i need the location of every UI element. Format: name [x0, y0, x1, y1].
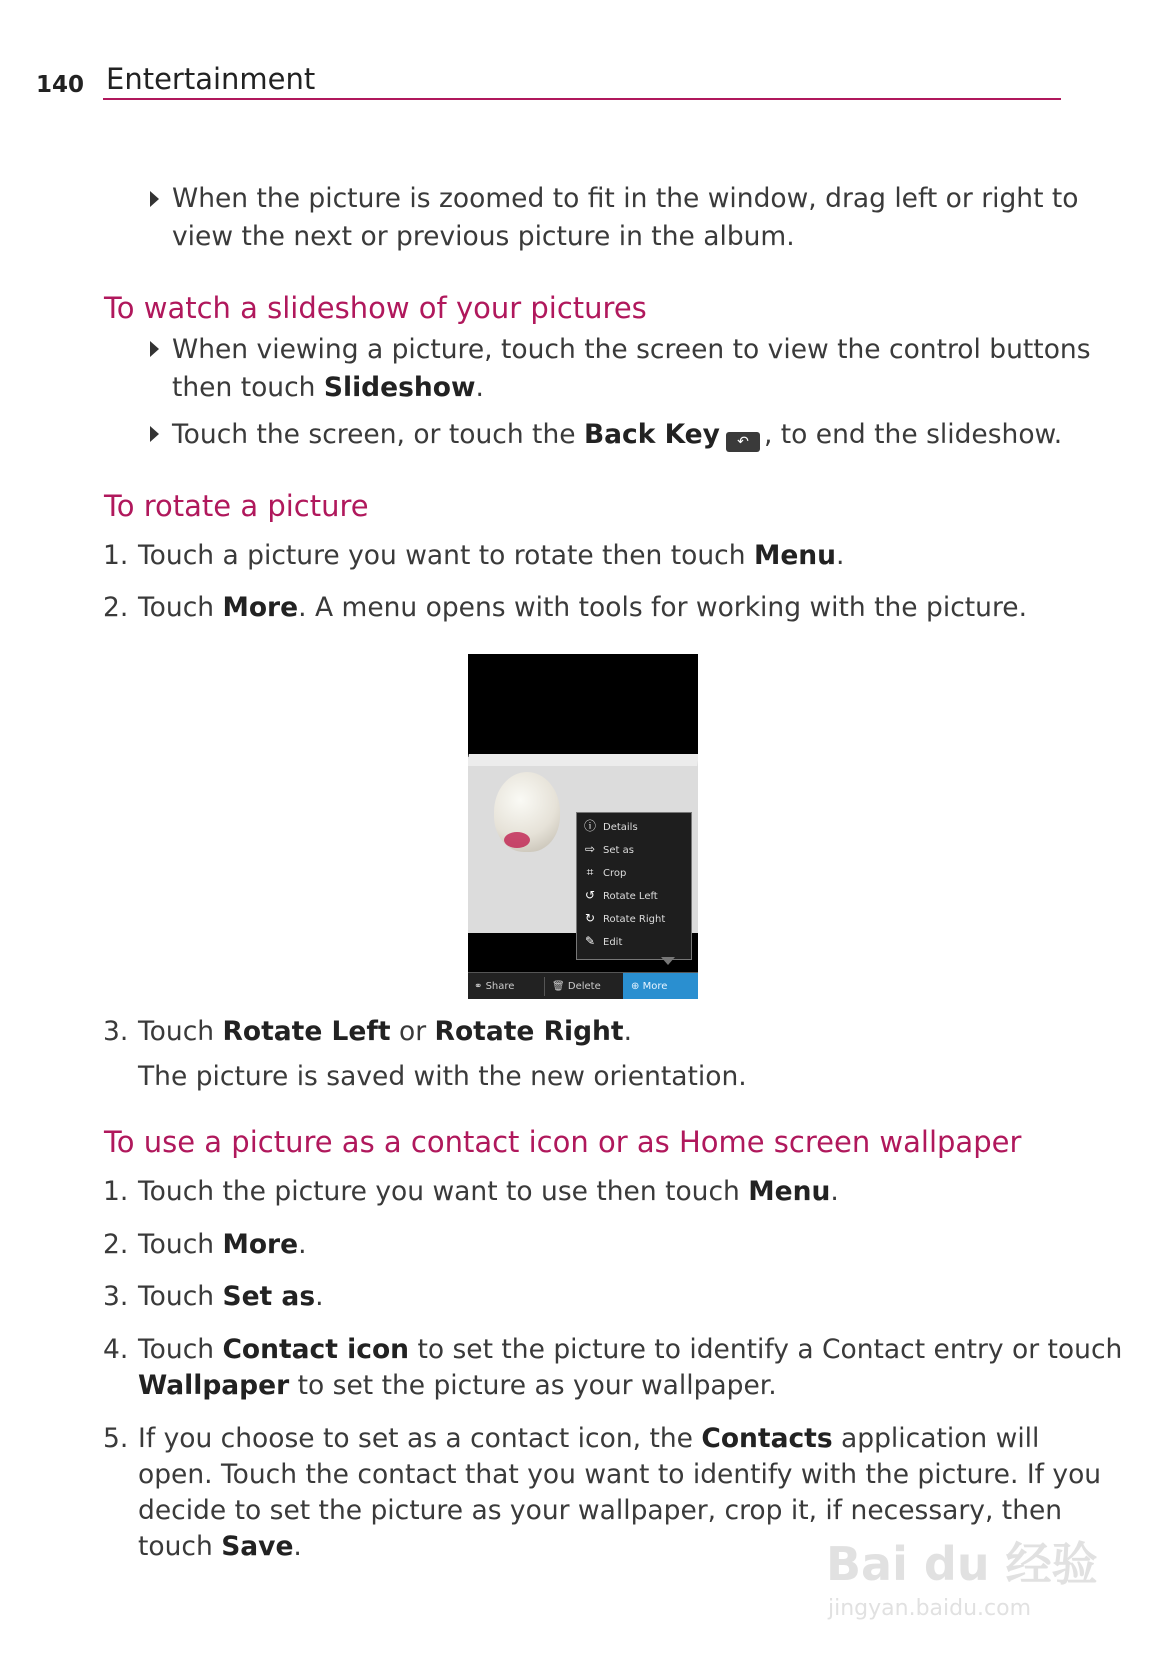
intro-bullet-line1: When the picture is zoomed to fit in the window, drag left or right to: [172, 183, 1079, 214]
menu-pointer: [661, 957, 675, 965]
delete-icon: 🗑: [552, 981, 565, 992]
back-key-label: Back Key: [583, 419, 720, 450]
menu-item-rotate-left[interactable]: ↺ Rotate Left: [583, 885, 689, 905]
more-menu: [576, 812, 692, 960]
wallpaper-step5-line2: open. Touch the contact that you want to identify with the picture. If you: [138, 1459, 1102, 1490]
wallpaper-step1: Touch the picture you want to use then touch Menu.: [138, 1176, 839, 1207]
slideshow-bullet1-line2: then touch Slideshow.: [172, 372, 484, 403]
bottom-action-bar: [468, 972, 698, 999]
set-as-icon: ⇨: [584, 842, 596, 856]
menu-item-details[interactable]: ⓘ Details: [583, 816, 689, 836]
step-number: 4.: [103, 1334, 129, 1365]
info-icon: ⓘ: [583, 819, 596, 833]
slideshow-heading: To watch a slideshow of your pictures: [104, 291, 647, 325]
crop-icon: ⌗: [586, 865, 594, 879]
menu-item-edit[interactable]: ✎ Edit: [583, 931, 689, 951]
wallpaper-step5-line4: touch Save.: [138, 1531, 302, 1562]
wallpaper-step4-line1: Touch Contact icon to set the picture to identify a Contact entry or touch: [138, 1334, 1123, 1365]
wallpaper-step3: Touch Set as.: [138, 1281, 324, 1312]
intro-bullet-line2: view the next or previous picture in the album.: [172, 221, 795, 252]
rotate-step1: Touch a picture you want to rotate then touch Menu.: [138, 540, 845, 571]
chapter-title: Entertainment: [106, 62, 316, 96]
watermark-logo: Bai du 经验: [826, 1537, 1098, 1591]
menu-item-crop[interactable]: ⌗ Crop: [583, 862, 689, 882]
step-number: 3.: [103, 1016, 129, 1047]
rotate-heading: To rotate a picture: [104, 489, 369, 523]
header-rule: [103, 98, 1061, 100]
step-number: 2.: [103, 592, 129, 623]
back-key-icon: ↶: [726, 432, 760, 452]
delete-button[interactable]: 🗑 Delete: [552, 981, 601, 992]
slideshow-label: Slideshow: [323, 372, 476, 403]
rotate-step2: Touch More. A menu opens with tools for working with the picture.: [138, 592, 1027, 623]
bullet-arrow-icon: [150, 341, 159, 357]
photo-paper-edge: [468, 754, 698, 766]
bullet-arrow-icon: [150, 191, 159, 207]
wallpaper-heading: To use a picture as a contact icon or as Home screen wallpaper: [104, 1125, 1022, 1159]
watermark-url: jingyan.baidu.com: [828, 1596, 1032, 1621]
step-number: 3.: [103, 1281, 129, 1312]
wallpaper-step5-line3: decide to set the picture as your wallpaper, crop it, if necessary, then: [138, 1495, 1063, 1526]
menu-item-rotate-right[interactable]: ↻ Rotate Right: [583, 908, 689, 928]
bar-divider: [544, 977, 545, 996]
slideshow-bullet2: Touch the screen, or touch the Back Key ↶ , to end the slideshow.: [172, 419, 1063, 450]
page-header: [0, 60, 1152, 104]
share-icon: ⚭: [474, 981, 483, 992]
rotate-step3-note: The picture is saved with the new orientation.: [138, 1061, 747, 1092]
gallery-screenshot: [468, 654, 698, 999]
step-number: 5.: [103, 1423, 129, 1454]
wallpaper-step2: Touch More.: [138, 1229, 307, 1260]
more-button[interactable]: ⊕ More: [623, 973, 698, 999]
page-number: 140: [36, 72, 85, 98]
share-button[interactable]: ⚭ Share: [474, 981, 515, 992]
rotate-step3: Touch Rotate Left or Rotate Right.: [138, 1016, 633, 1047]
bullet-arrow-icon: [150, 426, 159, 442]
step-number: 2.: [103, 1229, 129, 1260]
slideshow-bullet1-line1: When viewing a picture, touch the screen to view the control buttons: [172, 334, 1091, 365]
menu-item-set-as[interactable]: ⇨ Set as: [583, 839, 689, 859]
photo-subject-tint: [504, 832, 530, 848]
wallpaper-step5-line1: If you choose to set as a contact icon, the Contacts application will: [138, 1423, 1040, 1454]
edit-icon: ✎: [584, 934, 596, 948]
more-icon: ⊕: [631, 981, 640, 992]
rotate-right-icon: ↻: [584, 911, 596, 925]
rotate-left-icon: ↺: [584, 888, 596, 902]
step-number: 1.: [103, 540, 129, 571]
wallpaper-step4-line2: Wallpaper to set the picture as your wallpaper.: [138, 1370, 777, 1401]
step-number: 1.: [103, 1176, 129, 1207]
